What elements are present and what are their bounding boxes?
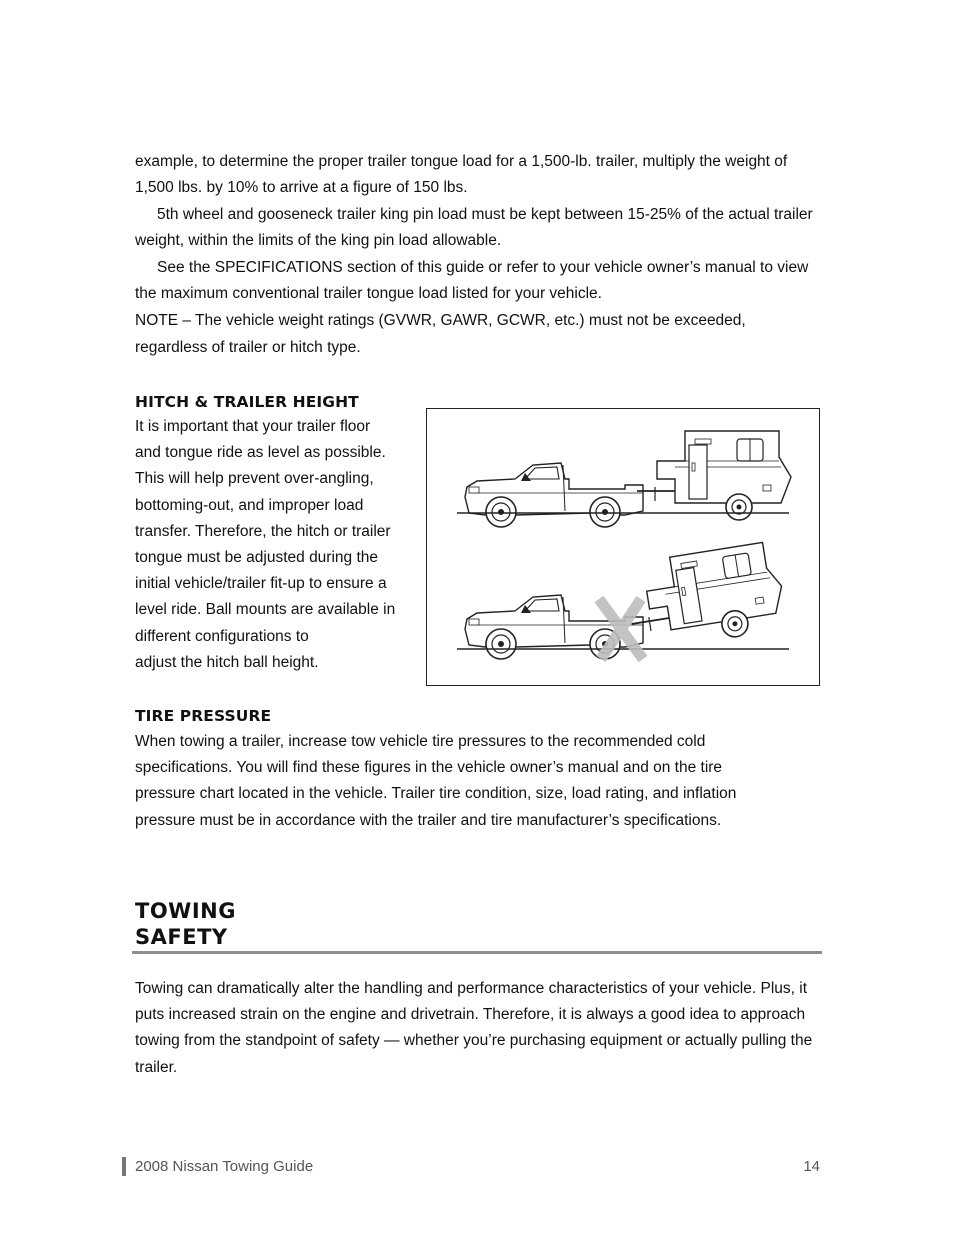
camper-trailer-icon — [622, 541, 788, 653]
heading-line: SAFETY — [135, 925, 228, 949]
towing-safety-body: Towing can dramatically alter the handling and performance characteristics of your vehicle. Plus, it puts increased strain on the engine and drivetrain. Therefore, it is always a good idea to approach towing from the standpoint of safety — whether you’re purchasing equipment or actually pulling the trailer. — [135, 980, 813, 1076]
footer-bar — [122, 1157, 126, 1176]
hitch-line: transfer. Therefore, the hitch or trailer — [135, 522, 391, 540]
hitch-line: It is important that your trailer floor — [135, 418, 371, 435]
hitch-height-body — [135, 414, 420, 676]
hitch-line: adjust the hitch ball height. — [135, 653, 319, 671]
hitch-line: different configurations to — [135, 627, 309, 645]
improper-ride-scene — [457, 541, 789, 659]
tire-pressure-body: When towing a trailer, increase tow vehicle tire pressures to the recommended cold specifications. You will find these figures in the vehicle owner’s manual and on the tire pressure chart located in the vehicle. Trailer tire condition, size, load rating, and inflation pressure must be in accordance with the trailer and tire manufacturer’s specifications. — [135, 733, 737, 829]
heading-line: TOWING — [135, 899, 236, 923]
hitch-line: level ride. Ball mounts are available in — [135, 601, 396, 619]
hitch-line: bottoming-out, and improper load — [135, 496, 364, 514]
camper-trailer-icon — [637, 431, 791, 520]
hitch-line: and tongue ride as level as possible. — [135, 444, 386, 462]
intro-paragraph-3: See the SPECIFICATIONS section of this guide or refer to your vehicle owner’s manual to view the maximum conventional trailer tongue load listed for your vehicle. — [135, 259, 809, 303]
footer-title: 2008 Nissan Towing Guide — [135, 1158, 314, 1175]
level-ride-scene — [457, 431, 791, 527]
trailer-level-figure — [426, 408, 820, 686]
intro-paragraph-1: example, to determine the proper trailer tongue load for a 1,500-lb. trailer, multiply the weight of 1,500 lbs. by 10% to arrive at a figure of 150 lbs. — [135, 153, 788, 197]
section-rule — [132, 951, 822, 954]
hitch-line: initial vehicle/trailer fit-up to ensure a — [135, 575, 387, 593]
page-number: 14 — [803, 1158, 820, 1175]
truck-icon — [465, 463, 643, 527]
hitch-line: This will help prevent over-angling, — [135, 470, 374, 488]
intro-paragraph-2: 5th wheel and gooseneck trailer king pin load must be kept between 15-25% of the actual trailer weight, within the limits of the king pin load allowable. — [135, 206, 813, 250]
weight-ratings-note: NOTE – The vehicle weight ratings (GVWR, GAWR, GCWR, etc.) must not be exceeded, regardless of trailer or hitch type. — [135, 312, 746, 356]
tire-pressure-heading: TIRE PRESSURE — [135, 707, 272, 725]
hitch-line: tongue must be adjusted during the — [135, 549, 379, 567]
towing-safety-heading — [135, 898, 236, 950]
hitch-height-heading: HITCH & TRAILER HEIGHT — [135, 393, 359, 411]
trailer-level-illustration — [427, 409, 819, 685]
